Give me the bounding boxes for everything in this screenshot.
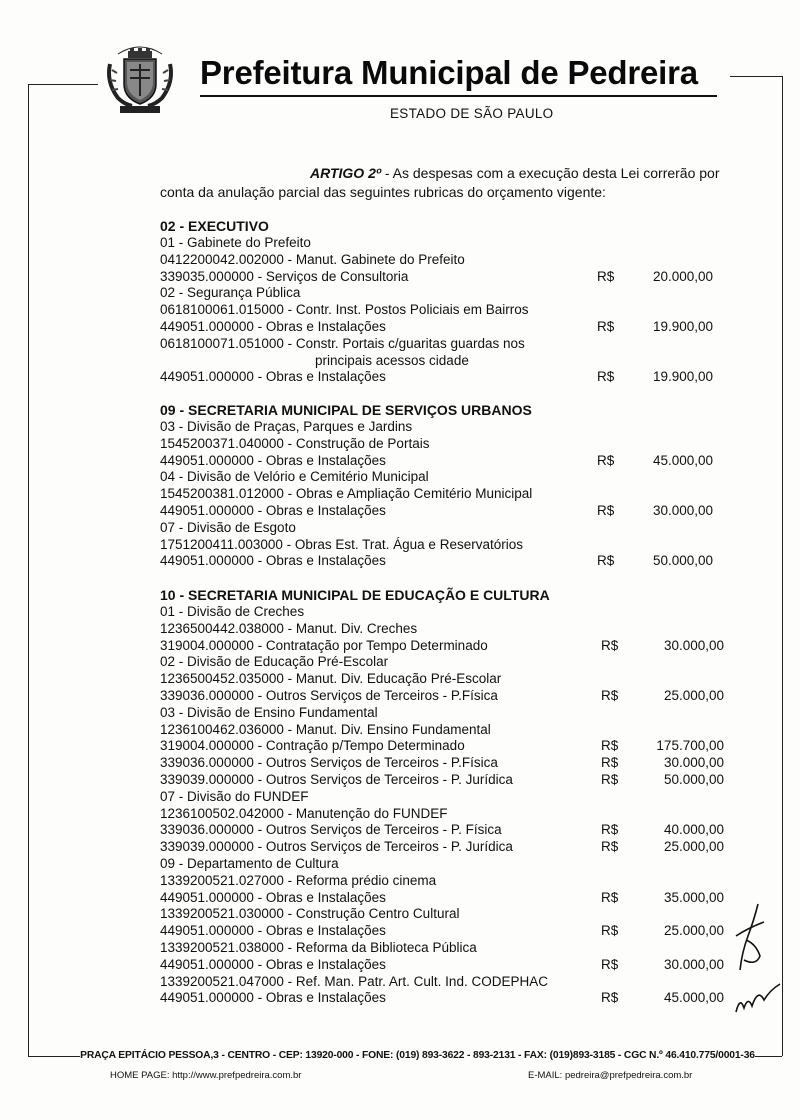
amount-value: 40.000,00 — [663, 822, 724, 838]
line-text: 339036.000000 - Outros Serviços de Terceiros - P.Física — [160, 755, 498, 771]
line-text: 449051.000000 - Obras e Instalações — [160, 889, 386, 905]
section-title: 09 - SECRETARIA MUNICIPAL DE SERVIÇOS URBANOS — [160, 402, 532, 418]
budget-line — [160, 252, 740, 269]
amount-value: 30.000,00 — [663, 755, 724, 771]
currency-label: R$ — [601, 771, 619, 787]
budget-line — [160, 789, 740, 806]
frame-line-left — [28, 84, 29, 1056]
line-text: 339036.000000 - Outros Serviços de Terceiros - P.Física — [160, 687, 498, 703]
line-text: 449051.000000 - Obras e Instalações — [160, 990, 386, 1006]
line-text: 01 - Divisão de Creches — [160, 604, 305, 619]
line-text: 1339200521.030000 - Construção Centro Cultural — [160, 906, 460, 922]
line-text: 1545200371.040000 - Construção de Portais — [160, 435, 430, 451]
budget-line — [160, 453, 740, 470]
line-text: 339035.000000 - Serviços de Consultoria — [160, 268, 409, 284]
article-label: ARTIGO 2º — [310, 165, 381, 181]
amount-value: 19.900,00 — [652, 369, 713, 385]
page-subtitle: ESTADO DE SÃO PAULO — [390, 106, 554, 121]
amount-value: 25.000,00 — [663, 839, 724, 855]
line-text: 07 - Divisão de Esgoto — [160, 519, 296, 535]
currency-label: R$ — [601, 956, 619, 972]
budget-line — [160, 419, 740, 436]
currency-label: R$ — [601, 923, 619, 939]
frame-line-bottom-right — [755, 1056, 782, 1057]
line-text: 319004.000000 - Contração p/Tempo Determinado — [160, 738, 465, 754]
line-text: 1236500452.035000 - Manut. Div. Educação Pré-Escolar — [160, 671, 502, 687]
line-text: 09 - Departamento de Cultura — [160, 855, 339, 871]
budget-line — [160, 285, 740, 302]
budget-line — [160, 923, 740, 940]
coat-of-arms-logo — [104, 40, 176, 122]
line-text: 02 - Divisão de Educação Pré-Escolar — [160, 654, 389, 670]
line-text: 0412200042.002000 - Manut. Gabinete do Prefeito — [160, 251, 465, 267]
budget-line — [160, 738, 740, 755]
frame-line-top-left — [28, 84, 98, 85]
currency-label: R$ — [601, 990, 619, 1006]
line-text: 339039.000000 - Outros Serviços de Terceiros - P. Jurídica — [160, 771, 513, 787]
line-text: 1545200381.012000 - Obras e Ampliação Cemitério Municipal — [160, 486, 533, 502]
line-text: 449051.000000 - Obras e Instalações — [160, 923, 386, 939]
line-text: 02 - Segurança Pública — [160, 285, 301, 301]
footer-email: E-MAIL: pedreira@prefpedreira.com.br — [528, 1070, 693, 1081]
line-text: 04 - Divisão de Velório e Cemitério Municipal — [160, 469, 429, 485]
budget-line — [160, 336, 740, 353]
signature-initials-2 — [734, 978, 782, 1018]
currency-label: R$ — [601, 839, 619, 855]
budget-line — [160, 839, 740, 856]
crest-icon — [104, 40, 176, 122]
currency-label: R$ — [597, 318, 615, 334]
budget-line — [160, 604, 740, 621]
budget-line — [160, 990, 740, 1007]
line-text: 1236100462.036000 - Manut. Div. Ensino Fundamental — [160, 721, 491, 737]
article-text: - As despesas com a execução desta Lei correrão por conta da anulação parcial das seguintes rubricas do orçamento vigente: — [160, 165, 720, 200]
budget-line — [160, 638, 740, 655]
signature-initials-1 — [726, 900, 776, 980]
budget-line — [160, 671, 740, 688]
currency-label: R$ — [597, 268, 615, 284]
currency-label: R$ — [601, 687, 619, 703]
amount-value: 19.900,00 — [652, 318, 713, 334]
line-text: 1236500442.038000 - Manut. Div. Creches — [160, 620, 418, 636]
amount-value: 50.000,00 — [663, 771, 724, 787]
section-title: 02 - EXECUTIVO — [160, 218, 269, 234]
budget-line — [160, 621, 740, 638]
line-text: 1236100502.042000 - Manutenção do FUNDEF — [160, 805, 448, 821]
amount-value: 45.000,00 — [652, 452, 713, 468]
budget-line — [160, 940, 740, 957]
amount-value: 30.000,00 — [663, 637, 724, 653]
budget-line — [160, 503, 740, 520]
currency-label: R$ — [601, 637, 619, 653]
line-text: 01 - Gabinete do Prefeito — [160, 235, 311, 250]
budget-section-servicos-urbanos — [160, 402, 740, 570]
budget-line — [160, 654, 740, 671]
budget-line — [160, 319, 740, 336]
line-text: 1339200521.027000 - Reforma prédio cinema — [160, 872, 437, 888]
budget-line — [160, 856, 740, 873]
budget-line — [160, 369, 740, 386]
currency-label: R$ — [601, 889, 619, 905]
line-text: 1339200521.038000 - Reforma da Biblioteca Pública — [160, 939, 477, 955]
budget-line — [160, 722, 740, 739]
budget-line — [160, 906, 740, 923]
line-text: 449051.000000 - Obras e Instalações — [160, 318, 386, 334]
line-text: 339036.000000 - Outros Serviços de Terceiros - P. Física — [160, 822, 502, 838]
line-text: 03 - Divisão de Praças, Parques e Jardins — [160, 419, 413, 434]
page-title: Prefeitura Municipal de Pedreira — [200, 54, 698, 91]
budget-line — [160, 974, 740, 991]
line-text: 1339200521.047000 - Ref. Man. Patr. Art. Cult. Ind. CODEPHAC — [160, 973, 548, 989]
line-text: 0618100061.015000 - Contr. Inst. Postos Policiais em Bairros — [160, 302, 529, 318]
budget-line — [160, 302, 740, 319]
frame-line-bottom-left — [28, 1056, 80, 1057]
amount-value: 25.000,00 — [663, 923, 724, 939]
budget-line — [160, 873, 740, 890]
currency-label: R$ — [601, 822, 619, 838]
amount-value: 20.000,00 — [652, 268, 713, 284]
budget-line — [160, 822, 740, 839]
line-text: 1751200411.003000 - Obras Est. Trat. Água e Reservatórios — [160, 536, 523, 552]
budget-line — [160, 553, 740, 570]
budget-line — [160, 537, 740, 554]
section-title: 10 - SECRETARIA MUNICIPAL DE EDUCAÇÃO E CULTURA — [160, 587, 550, 603]
amount-value: 45.000,00 — [663, 990, 724, 1006]
budget-line — [160, 957, 740, 974]
line-text: 449051.000000 - Obras e Instalações — [160, 553, 386, 569]
currency-label: R$ — [601, 738, 619, 754]
budget-line — [160, 486, 740, 503]
footer-address: PRAÇA EPITÁCIO PESSOA,3 - CENTRO - CEP: 13920-000 - FONE: (019) 893-3622 - 893-2131 - FAX: (019)893-3185 - CGC N.º 46.410.775/0001-36 — [80, 1050, 755, 1061]
currency-label: R$ — [597, 369, 615, 385]
budget-line — [160, 436, 740, 453]
footer-homepage: HOME PAGE: http://www.prefpedreira.com.br — [110, 1070, 302, 1081]
title-underline — [200, 95, 717, 97]
line-text: 449051.000000 - Obras e Instalações — [160, 956, 386, 972]
amount-value: 30.000,00 — [663, 956, 724, 972]
budget-line — [160, 772, 740, 789]
line-text: 0618100071.051000 - Constr. Portais c/guaritas guardas nos — [160, 335, 525, 351]
budget-line — [160, 806, 740, 823]
line-text: 449051.000000 - Obras e Instalações — [160, 369, 386, 385]
frame-line-top-right — [730, 76, 782, 77]
line-text: 07 - Divisão do FUNDEF — [160, 788, 309, 804]
budget-line — [160, 890, 740, 907]
amount-value: 30.000,00 — [652, 502, 713, 518]
currency-label: R$ — [597, 452, 615, 468]
currency-label: R$ — [601, 755, 619, 771]
budget-line — [160, 235, 740, 252]
line-text: 449051.000000 - Obras e Instalações — [160, 452, 386, 468]
budget-line — [160, 688, 740, 705]
line-text: 339039.000000 - Outros Serviços de Terceiros - P. Jurídica — [160, 839, 513, 855]
currency-label: R$ — [597, 502, 615, 518]
budget-line — [160, 469, 740, 486]
line-text: 319004.000000 - Contratação por Tempo Determinado — [160, 637, 488, 653]
line-text: principais acessos cidade — [315, 352, 469, 368]
amount-value: 25.000,00 — [663, 687, 724, 703]
amount-value: 50.000,00 — [652, 553, 713, 569]
budget-section-executivo — [160, 218, 740, 386]
amount-value: 175.700,00 — [656, 738, 724, 754]
budget-section-educacao-cultura — [160, 587, 740, 1007]
budget-line — [160, 353, 740, 370]
budget-line — [160, 755, 740, 772]
line-text: 03 - Divisão de Ensino Fundamental — [160, 704, 378, 720]
budget-line — [160, 520, 740, 537]
line-text: 449051.000000 - Obras e Instalações — [160, 502, 386, 518]
budget-line — [160, 705, 740, 722]
currency-label: R$ — [597, 553, 615, 569]
intro-paragraph — [160, 164, 720, 202]
frame-line-right — [782, 76, 783, 1056]
budget-line — [160, 269, 740, 286]
amount-value: 35.000,00 — [663, 889, 724, 905]
